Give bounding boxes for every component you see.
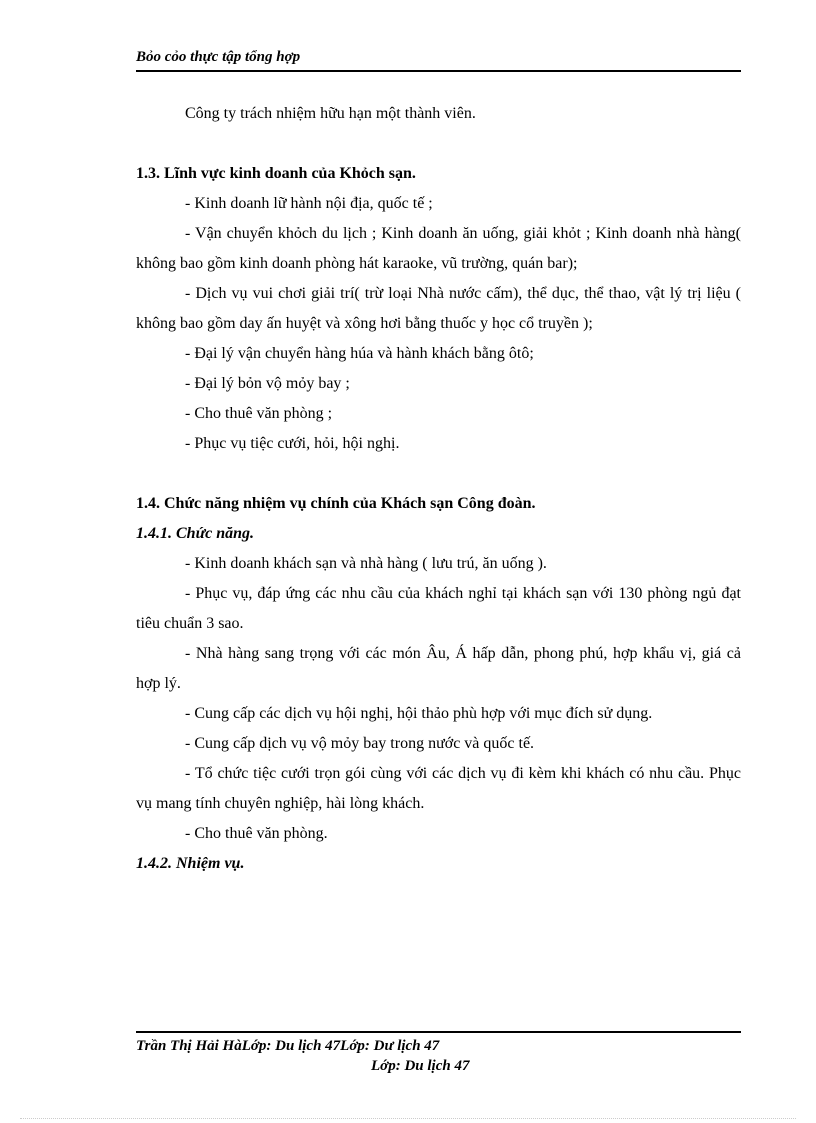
footer-line-2: Lớp: Du lịch 47 — [371, 1058, 470, 1074]
list-item: - Phục vụ, đáp ứng các nhu cầu của khách nghỉ tại khách sạn với 130 phòng ngủ đạt tiêu chuẩn 3 sao. — [136, 585, 741, 632]
list-item: - Cung cấp các dịch vụ hội nghị, hội thảo phù hợp với mục đích sử dụng. — [185, 705, 653, 722]
list-item: - Dịch vụ vui chơi giải trí( trừ loại Nhà nước cấm), thể dục, thể thao, vật lý trị liệu ( không bao gồm day ấn huyệt và xông hơi bằng thuốc y học cổ truyền ); — [136, 285, 741, 332]
list-item: - Tổ chức tiệc cưới trọn gói cùng với các dịch vụ đi kèm khi khách có nhu cầu. Phục vụ mang tính chuyên nghiệp, hài lòng khách. — [136, 765, 741, 812]
page-edge-dots — [20, 1118, 796, 1119]
page-header-title: Bỏo cỏo thực tập tổng hợp — [136, 49, 301, 65]
list-item: - Phục vụ tiệc cưới, hỏi, hội nghị. — [185, 435, 400, 452]
subsection-heading-1-4-1: 1.4.1. Chức năng. — [136, 525, 255, 542]
list-item: - Cho thuê văn phòng. — [185, 825, 328, 842]
list-item: - Kinh doanh lữ hành nội địa, quốc tế ; — [185, 195, 433, 212]
document-body — [136, 99, 741, 879]
list-item: - Cung cấp dịch vụ vộ mỏy bay trong nước và quốc tế. — [185, 735, 535, 752]
section-heading-1-4: 1.4. Chức năng nhiệm vụ chính của Khách sạn Công đoàn. — [136, 495, 536, 512]
page-footer — [136, 1036, 741, 1076]
list-item: - Nhà hàng sang trọng với các món Âu, Á hấp dẫn, phong phú, hợp khẩu vị, giá cả hợp lý. — [136, 645, 741, 692]
spacer — [136, 129, 741, 159]
section-heading-1-3: 1.3. Lĩnh vực kinh doanh của Khỏch sạn. — [136, 165, 416, 182]
list-item: - Vận chuyển khỏch du lịch ; Kinh doanh ăn uống, giải khỏt ; Kinh doanh nhà hàng( không bao gồm kinh doanh phòng hát karaoke, vũ trường, quán bar); — [136, 225, 741, 272]
list-item: - Cho thuê văn phòng ; — [185, 405, 333, 422]
list-item: - Đại lý vận chuyển hàng húa và hành khách bằng ôtô; — [185, 345, 534, 362]
intro-paragraph: Công ty trách nhiệm hữu hạn một thành viên. — [185, 105, 476, 122]
list-item: - Kinh doanh khách sạn và nhà hàng ( lưu trú, ăn uống ). — [185, 555, 547, 572]
footer-line-1: Trần Thị Hải HàLớp: Du lịch 47Lớp: Dư lịch 47 — [136, 1038, 440, 1054]
subsection-heading-1-4-2: 1.4.2. Nhiệm vụ. — [136, 855, 245, 872]
footer-rule — [136, 1031, 741, 1033]
header-rule — [136, 70, 741, 72]
list-item: - Đại lý bỏn vộ mỏy bay ; — [185, 375, 350, 392]
spacer — [136, 459, 741, 489]
